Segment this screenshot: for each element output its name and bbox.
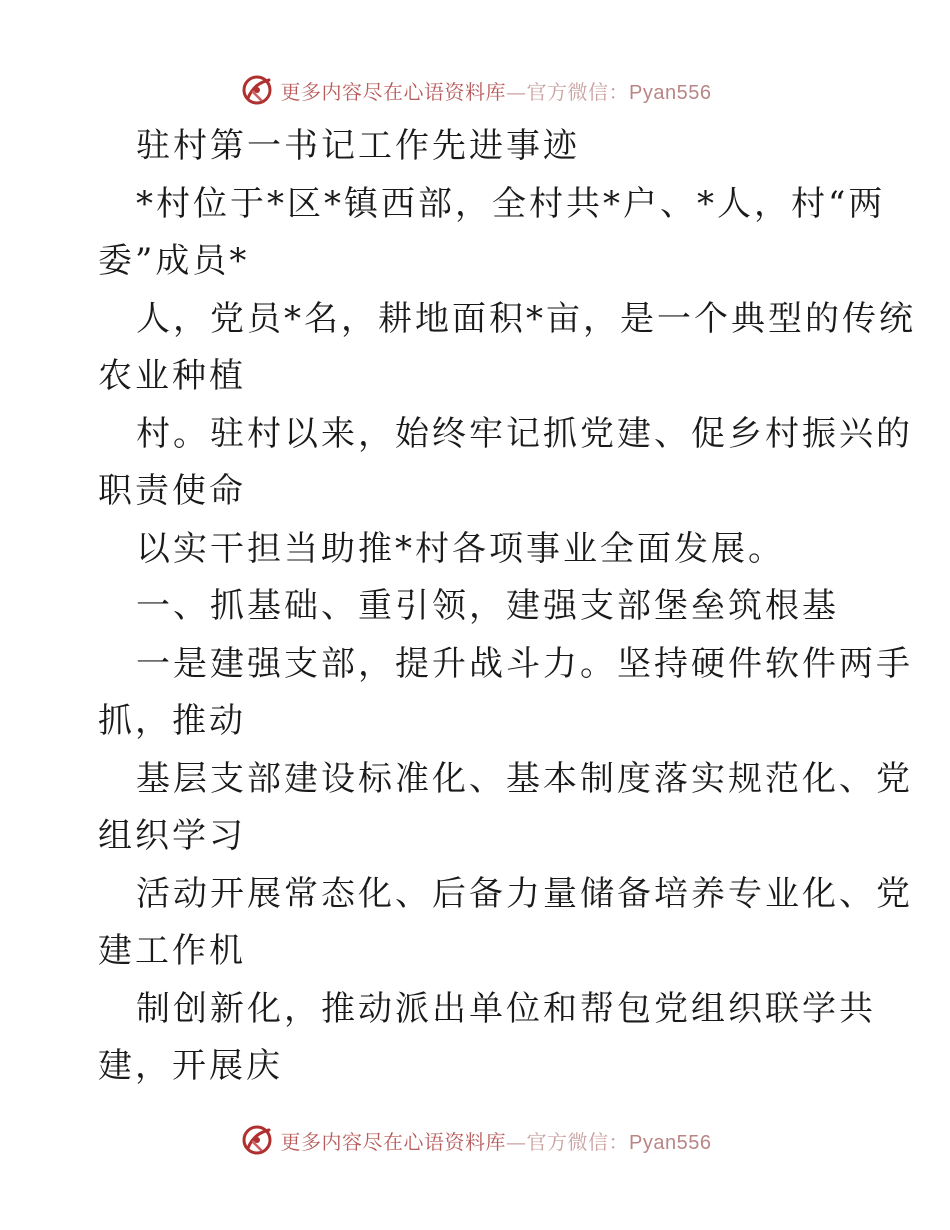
red-ribbon-logo-icon <box>239 72 275 108</box>
document-line: 村。驻村以来，始终牢记抓党建、促乡村振兴的 <box>136 413 913 454</box>
banner-wechat-label: 官方微信： <box>526 1129 630 1154</box>
document-line: 建工作机 <box>98 931 246 971</box>
banner-text <box>281 1126 712 1155</box>
banner-wechat-id: Pyan556 <box>629 81 712 104</box>
document-line: 抓，推动 <box>98 701 246 741</box>
banner-dash: — <box>506 1129 527 1154</box>
banner-site-name: 更多内容尽在心语资料库 <box>280 79 507 104</box>
document-line: 委”成员* <box>98 241 250 281</box>
red-ribbon-logo-icon <box>239 1122 275 1158</box>
header-watermark-banner <box>0 70 950 110</box>
document-line: 人，党员*名，耕地面积*亩，是一个典型的传统 <box>136 298 916 339</box>
banner-dash: — <box>506 79 527 104</box>
footer-watermark-banner <box>0 1120 950 1160</box>
document-line: *村位于*区*镇西部，全村共*户、*人，村“两 <box>136 183 886 224</box>
document-line: 驻村第一书记工作先进事迹 <box>136 126 580 166</box>
document-body <box>98 118 916 1096</box>
document-line: 一、抓基础、重引领，建强支部堡垒筑根基 <box>136 586 839 626</box>
document-line: 基层支部建设标准化、基本制度落实规范化、党 <box>136 758 913 799</box>
document-line: 组织学习 <box>98 816 246 856</box>
document-line: 以实干担当助推*村各项事业全面发展。 <box>136 528 785 569</box>
document-line: 农业种植 <box>98 356 246 396</box>
document-line: 一是建强支部，提升战斗力。坚持硬件软件两手 <box>136 643 913 684</box>
banner-wechat-id: Pyan556 <box>629 1131 712 1154</box>
header-banner-inner <box>239 72 712 108</box>
document-line: 活动开展常态化、后备力量储备培养专业化、党 <box>136 873 913 914</box>
banner-text <box>281 76 712 105</box>
document-line: 职责使命 <box>98 471 246 511</box>
banner-wechat-label: 官方微信： <box>526 79 630 104</box>
document-line: 制创新化，推动派出单位和帮包党组织联学共 <box>136 988 876 1029</box>
banner-site-name: 更多内容尽在心语资料库 <box>280 1129 507 1154</box>
footer-banner-inner <box>239 1122 712 1158</box>
document-line: 建，开展庆 <box>98 1046 283 1086</box>
